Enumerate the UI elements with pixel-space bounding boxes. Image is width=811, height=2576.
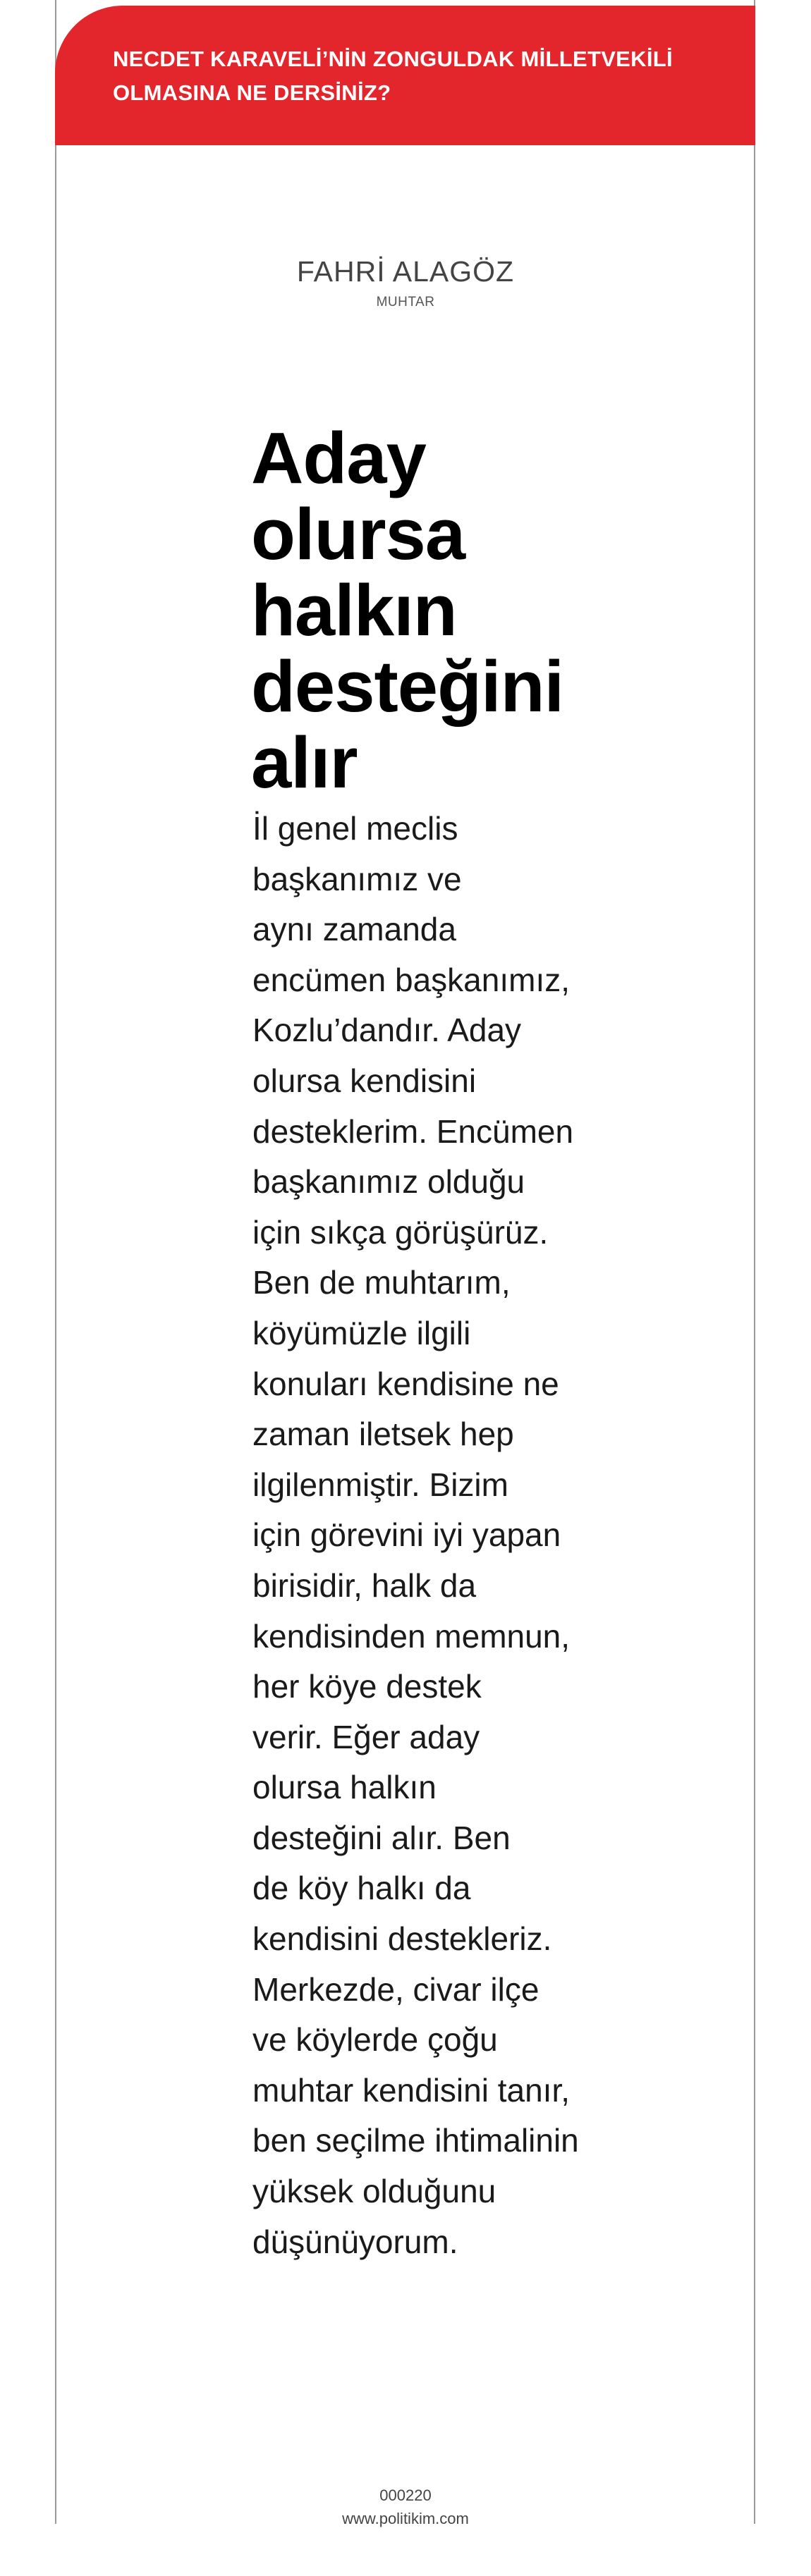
body-line: kendisinden memnun,	[252, 1617, 571, 1655]
question-banner	[55, 6, 755, 145]
headline-line: desteğini	[251, 646, 564, 727]
body-line: Merkezde, civar ilçe	[252, 1970, 539, 2008]
body-line: düşünüyorum.	[252, 2223, 458, 2260]
body-line: desteğini alır. Ben	[252, 1819, 511, 1856]
body-line: birisidir, halk da	[252, 1566, 477, 1604]
body-line: Kozlu’dandır. Aday	[252, 1012, 522, 1049]
headline	[251, 417, 575, 803]
body-line: zaman iletsek hep	[252, 1416, 514, 1453]
body-line: İl genel meclis	[252, 810, 458, 847]
headline-line: alır	[251, 722, 358, 803]
body-line: yüksek olduğunu	[252, 2173, 496, 2210]
body-line: verir. Eğer aday	[252, 1718, 480, 1755]
body-line: muhtar kendisini tanır,	[252, 2071, 571, 2109]
headline-line: Aday	[251, 417, 426, 498]
headline-line: olursa	[251, 493, 465, 575]
body-line: ilgilenmiştir. Bizim	[252, 1466, 508, 1503]
body-line: olursa kendisini	[252, 1062, 477, 1099]
person-role: MUHTAR	[376, 295, 435, 309]
body-line: kendisini destekleriz.	[252, 1920, 552, 1958]
body-line: başkanımız olduğu	[252, 1163, 525, 1201]
question-line-1: NECDET KARAVELİ’NİN ZONGULDAK MİLLETVEKİLİ	[113, 47, 673, 71]
body-line: ben seçilme ihtimalinin	[252, 2122, 579, 2159]
site-url: www.politikim.com	[342, 2510, 469, 2527]
body-line: de köy halkı da	[252, 1870, 471, 1907]
body-line: encümen başkanımız,	[252, 961, 571, 998]
body-line: Ben de muhtarım,	[252, 1264, 511, 1301]
body-text	[252, 804, 577, 2267]
body-line: aynı zamanda	[252, 911, 456, 948]
question-line-2: OLMASINA NE DERSİNİZ?	[113, 80, 391, 105]
body-line: başkanımız ve	[252, 860, 462, 897]
person-name: FAHRİ ALAGÖZ	[296, 255, 515, 288]
body-line: desteklerim. Encümen	[252, 1112, 574, 1150]
body-line: için görevini iyi yapan	[252, 1516, 561, 1554]
body-line: konuları kendisine ne	[252, 1365, 559, 1402]
body-line: için sıkça görüşürüz.	[252, 1213, 549, 1251]
headline-line: halkın	[251, 570, 457, 651]
body-line: köyümüzle ilgili	[252, 1314, 471, 1351]
page-code: 000220	[379, 2486, 432, 2504]
body-line: her köye destek	[252, 1668, 482, 1705]
body-line: olursa halkın	[252, 1769, 437, 1806]
body-line: ve köylerde çoğu	[252, 2021, 498, 2059]
